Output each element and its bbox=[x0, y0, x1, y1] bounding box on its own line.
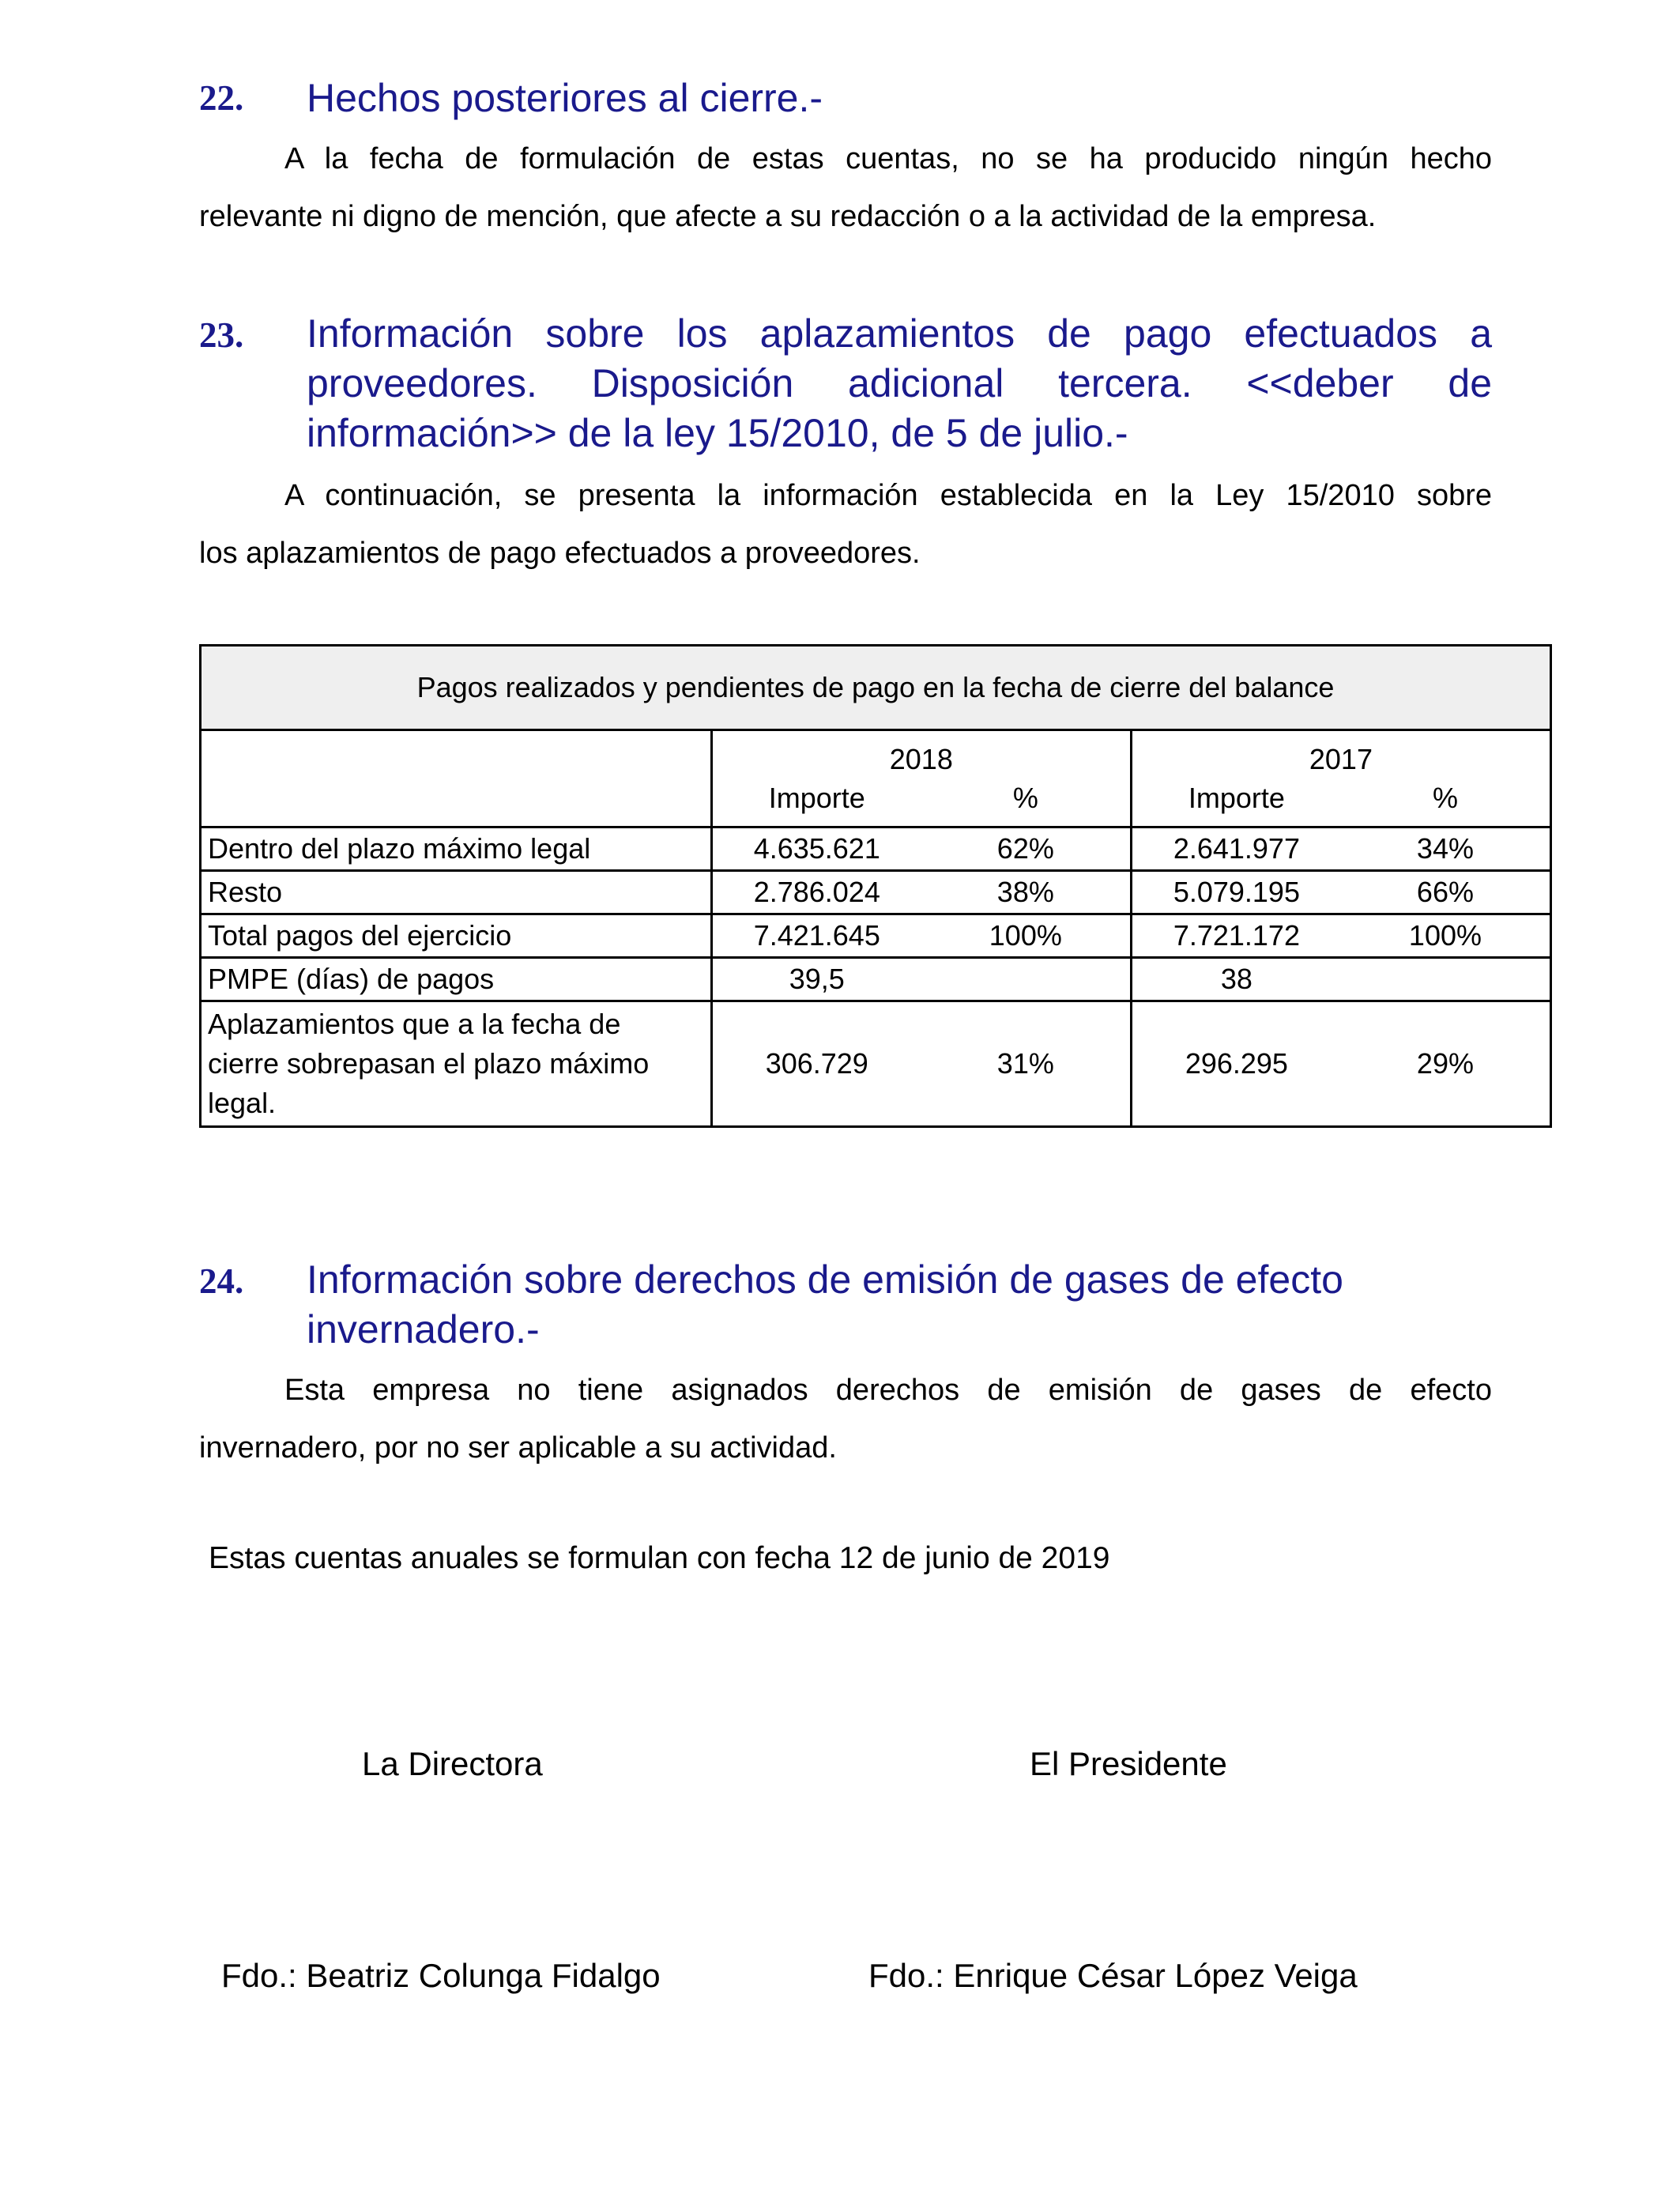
col-pct-2018: % bbox=[1012, 782, 1038, 814]
section-22-paragraph-line2: relevante ni digno de mención, que afecte a su redacción o a la actividad de la empresa. bbox=[199, 200, 1377, 233]
year-2017-label: 2017 bbox=[1309, 743, 1373, 775]
section-23-title bbox=[307, 309, 1492, 458]
value-pct-2017 bbox=[1341, 963, 1550, 996]
value-pct-2017: 100% bbox=[1408, 919, 1482, 952]
row-label: Dentro del plazo máximo legal bbox=[201, 827, 712, 871]
section-22-number: 22. bbox=[199, 78, 244, 118]
table-header: Pagos realizados y pendientes de pago en la fecha de cierre del balance bbox=[201, 646, 1551, 730]
section-22-paragraph-line1: A la fecha de formulación de estas cuentas, no se ha producido ningún hecho bbox=[284, 142, 1492, 175]
value-importe-2018: 306.729 bbox=[765, 1047, 868, 1080]
table-row bbox=[201, 827, 1551, 871]
section-24-title-line2: invernadero.- bbox=[307, 1307, 540, 1351]
value-pct-2017: 29% bbox=[1416, 1047, 1474, 1080]
signature-left-name: Fdo.: Beatriz Colunga Fidalgo bbox=[221, 1957, 661, 1994]
section-23-title-line1: Información sobre los aplazamientos de pago efectuados a bbox=[307, 311, 1492, 356]
value-importe-2017: 5.079.195 bbox=[1173, 876, 1300, 908]
signature-right-role: El Presidente bbox=[1030, 1745, 1227, 1782]
row-label-line2: cierre sobrepasan el plazo máximo bbox=[208, 1047, 650, 1080]
table-row bbox=[201, 871, 1551, 914]
table-corner-cell bbox=[201, 730, 712, 827]
signature-right-name: Fdo.: Enrique César López Veiga bbox=[868, 1957, 1358, 1994]
value-pct-2018 bbox=[921, 963, 1130, 996]
value-importe-2017: 38 bbox=[1220, 963, 1252, 995]
value-importe-2018: 4.635.621 bbox=[753, 832, 880, 865]
section-24-paragraph-line2: invernadero, por no ser aplicable a su actividad. bbox=[199, 1431, 837, 1465]
row-label: Total pagos del ejercicio bbox=[201, 914, 712, 958]
year-2017-header bbox=[1131, 730, 1550, 827]
section-22-title: Hechos posteriores al cierre.- bbox=[307, 76, 823, 120]
closing-statement: Estas cuentas anuales se formulan con fecha 12 de junio de 2019 bbox=[209, 1541, 1110, 1575]
value-importe-2018: 7.421.645 bbox=[753, 919, 880, 952]
value-importe-2017: 296.295 bbox=[1185, 1047, 1288, 1080]
value-importe-2018: 2.786.024 bbox=[753, 876, 880, 908]
value-importe-2017: 2.641.977 bbox=[1173, 832, 1300, 865]
col-importe-2018: Importe bbox=[768, 782, 865, 814]
section-24-title-line1: Información sobre derechos de emisión de gases de efecto bbox=[307, 1257, 1343, 1302]
row-label-line3: legal. bbox=[208, 1087, 277, 1119]
row-label: Resto bbox=[201, 871, 712, 914]
value-pct-2017: 66% bbox=[1416, 876, 1474, 908]
section-24-paragraph bbox=[199, 1362, 1492, 1477]
section-24-number: 24. bbox=[199, 1261, 244, 1301]
year-2018-header bbox=[711, 730, 1131, 827]
section-23-title-line3: información>> de la ley 15/2010, de 5 de julio.- bbox=[307, 411, 1128, 455]
section-24-title bbox=[307, 1255, 1492, 1355]
value-importe-2018: 39,5 bbox=[789, 963, 845, 995]
value-importe-2017: 7.721.172 bbox=[1173, 919, 1300, 952]
col-importe-2017: Importe bbox=[1188, 782, 1285, 814]
signature-left-role: La Directora bbox=[362, 1745, 543, 1782]
value-pct-2018: 62% bbox=[996, 832, 1054, 865]
section-24-paragraph-line1: Esta empresa no tiene asignados derechos de emisión de gases de efecto bbox=[284, 1374, 1492, 1407]
value-pct-2018: 100% bbox=[989, 919, 1062, 952]
table-row bbox=[201, 914, 1551, 958]
row-label bbox=[201, 1001, 712, 1127]
row-label-line1: Aplazamientos que a la fecha de bbox=[208, 1008, 621, 1040]
section-23-number: 23. bbox=[199, 315, 244, 355]
section-23-title-line2: proveedores. Disposición adicional tercera. <<deber de bbox=[307, 361, 1492, 405]
col-pct-2017: % bbox=[1432, 782, 1458, 814]
table-row bbox=[201, 1001, 1551, 1127]
table-row bbox=[201, 958, 1551, 1001]
value-pct-2017: 34% bbox=[1416, 832, 1474, 865]
supplier-payments-table bbox=[199, 644, 1552, 1128]
section-23-paragraph-line1: A continuación, se presenta la información establecida en la Ley 15/2010 sobre bbox=[284, 479, 1492, 512]
section-23-paragraph bbox=[199, 467, 1492, 582]
year-2018-label: 2018 bbox=[889, 743, 953, 775]
row-label: PMPE (días) de pagos bbox=[201, 958, 712, 1001]
section-22-paragraph bbox=[199, 130, 1492, 246]
value-pct-2018: 38% bbox=[996, 876, 1054, 908]
value-pct-2018: 31% bbox=[996, 1047, 1054, 1080]
section-23-paragraph-line2: los aplazamientos de pago efectuados a proveedores. bbox=[199, 537, 921, 570]
